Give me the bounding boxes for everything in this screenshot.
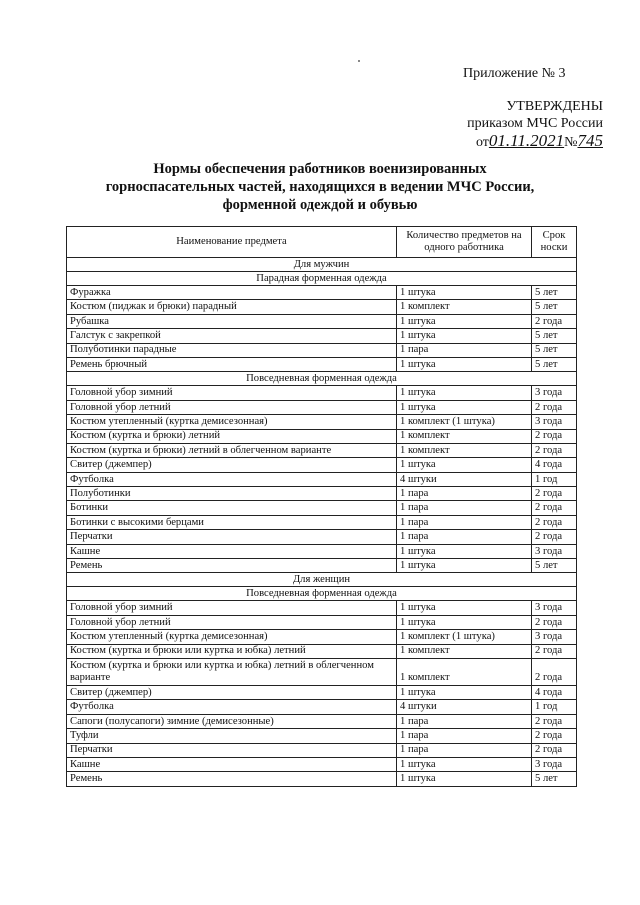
title-line-2: горноспасательных частей, находящихся в ведении МЧС России, [105,179,535,195]
from-prefix: от [475,135,489,150]
table-row [67,458,577,472]
item-term: 2 года [532,429,577,443]
subsection-men-parade-label: Парадная форменная одежда [67,272,577,286]
table-row [67,700,577,714]
item-name: Перчатки [67,743,397,757]
item-quantity: 1 штука [397,559,532,573]
item-name: Костюм (куртка и брюки или куртка и юбка) летний [67,644,397,658]
item-quantity: 1 пара [397,729,532,743]
item-term: 2 года [532,443,577,457]
item-quantity: 1 штука [397,400,532,414]
item-term: 2 года [532,400,577,414]
item-term: 2 года [532,729,577,743]
item-name: Головной убор летний [67,400,397,414]
item-term: 2 года [532,714,577,728]
table-row [67,658,577,685]
item-name: Галстук с закрепкой [67,329,397,343]
table-row [67,400,577,414]
item-term: 2 года [532,743,577,757]
table-row [67,429,577,443]
item-term: 5 лет [532,343,577,357]
section-women [67,573,577,587]
item-name: Свитер (джемпер) [67,685,397,699]
item-term: 3 года [532,757,577,771]
norms-table [66,226,577,787]
order-number: 745 [577,131,603,150]
item-term: 2 года [532,314,577,328]
item-quantity: 1 комплект [397,658,532,685]
table-row [67,501,577,515]
item-quantity: 4 штуки [397,700,532,714]
item-term: 2 года [532,530,577,544]
item-term: 2 года [532,658,577,685]
item-quantity: 1 комплект [397,300,532,314]
subsection-men-parade [67,272,577,286]
item-name: Полуботинки парадные [67,343,397,357]
table-row [67,357,577,371]
item-name: Футболка [67,472,397,486]
item-term: 3 года [532,386,577,400]
table-row [67,772,577,786]
order-label: приказом МЧС России [467,116,603,131]
item-name: Кашне [67,544,397,558]
number-prefix: № [564,135,578,150]
section-women-label: Для женщин [67,573,577,587]
item-quantity: 1 штука [397,772,532,786]
table-row [67,300,577,314]
item-name: Ремень [67,772,397,786]
table-row [67,601,577,615]
item-quantity: 1 штука [397,357,532,371]
item-name: Костюм утепленный (куртка демисезонная) [67,630,397,644]
header-quantity: Количество предметов на одного работника [397,227,532,258]
subsection-men-daily [67,372,577,386]
table-row [67,386,577,400]
item-name: Ботинки с высокими берцами [67,515,397,529]
item-name: Полуботинки [67,487,397,501]
table-row [67,443,577,457]
title-line-3: форменной одеждой и обувью [222,197,418,213]
approved-label: УТВЕРЖДЕНЫ [506,99,603,114]
table-row [67,729,577,743]
item-name: Головной убор зимний [67,386,397,400]
subsection-women-daily [67,587,577,601]
item-quantity: 4 штуки [397,472,532,486]
table-row [67,630,577,644]
item-term: 5 лет [532,772,577,786]
item-quantity: 1 штука [397,544,532,558]
item-quantity: 1 пара [397,743,532,757]
item-quantity: 1 комплект [397,443,532,457]
item-name: Кашне [67,757,397,771]
item-term: 3 года [532,415,577,429]
table-row [67,472,577,486]
table-row [67,343,577,357]
section-men [67,258,577,272]
item-quantity: 1 штука [397,757,532,771]
item-term: 5 лет [532,559,577,573]
header-name: Наименование предмета [67,227,397,258]
table-body [67,258,577,787]
item-name: Ботинки [67,501,397,515]
item-term: 5 лет [532,300,577,314]
item-quantity: 1 штука [397,314,532,328]
item-name: Костюм (пиджак и брюки) парадный [67,300,397,314]
item-term: 2 года [532,487,577,501]
approval-block [403,98,603,151]
item-name: Фуражка [67,286,397,300]
item-quantity: 1 пара [397,343,532,357]
item-quantity: 1 пара [397,487,532,501]
table-row [67,329,577,343]
table-row [67,714,577,728]
table-row [67,530,577,544]
item-name: Сапоги (полусапоги) зимние (демисезонные) [67,714,397,728]
header-term: Срок носки [532,227,577,258]
table-row [67,515,577,529]
item-term: 2 года [532,515,577,529]
item-term: 2 года [532,615,577,629]
item-quantity: 1 комплект [397,429,532,443]
table-row [67,757,577,771]
item-quantity: 1 пара [397,530,532,544]
table-row [67,644,577,658]
item-name: Головной убор зимний [67,601,397,615]
item-term: 2 года [532,501,577,515]
item-quantity: 1 пара [397,714,532,728]
item-term: 1 год [532,472,577,486]
item-term: 4 года [532,458,577,472]
item-name: Свитер (джемпер) [67,458,397,472]
item-quantity: 1 штука [397,386,532,400]
table-row [67,559,577,573]
order-date-line [403,132,603,151]
item-name: Ремень брючный [67,357,397,371]
document-title [60,160,580,214]
subsection-women-daily-label: Повседневная форменная одежда [67,587,577,601]
item-quantity: 1 штука [397,329,532,343]
item-name: Костюм (куртка и брюки) летний [67,429,397,443]
item-name: Перчатки [67,530,397,544]
subsection-men-daily-label: Повседневная форменная одежда [67,372,577,386]
item-quantity: 1 штука [397,615,532,629]
item-quantity: 1 штука [397,458,532,472]
item-quantity: 1 штука [397,286,532,300]
scan-speck [358,60,360,62]
table-row [67,743,577,757]
item-term: 4 года [532,685,577,699]
item-quantity: 1 штука [397,601,532,615]
item-name: Футболка [67,700,397,714]
item-term: 5 лет [532,329,577,343]
item-name: Туфли [67,729,397,743]
item-term: 5 лет [532,357,577,371]
item-term: 3 года [532,630,577,644]
item-name: Головной убор летний [67,615,397,629]
table-header-row [67,227,577,258]
item-name: Ремень [67,559,397,573]
item-term: 3 года [532,544,577,558]
item-term: 2 года [532,644,577,658]
item-name: Костюм утепленный (куртка демисезонная) [67,415,397,429]
table-row [67,314,577,328]
table-row [67,685,577,699]
item-quantity: 1 штука [397,685,532,699]
order-date: 01.11.2021 [488,131,565,150]
appendix-label: Приложение № 3 [463,66,566,81]
item-name: Костюм (куртка и брюки или куртка и юбка) летний в облегченном варианте [67,658,397,685]
item-term: 5 лет [532,286,577,300]
item-quantity: 1 комплект [397,644,532,658]
title-line-1: Нормы обеспечения работников военизированных [153,161,487,177]
table-row [67,544,577,558]
table-row [67,286,577,300]
table-row [67,615,577,629]
item-name: Рубашка [67,314,397,328]
section-men-label: Для мужчин [67,258,577,272]
item-quantity: 1 пара [397,515,532,529]
item-name: Костюм (куртка и брюки) летний в облегченном варианте [67,443,397,457]
item-quantity: 1 комплект (1 штука) [397,630,532,644]
item-term: 3 года [532,601,577,615]
item-term: 1 год [532,700,577,714]
table-row [67,487,577,501]
item-quantity: 1 комплект (1 штука) [397,415,532,429]
table-row [67,415,577,429]
item-quantity: 1 пара [397,501,532,515]
